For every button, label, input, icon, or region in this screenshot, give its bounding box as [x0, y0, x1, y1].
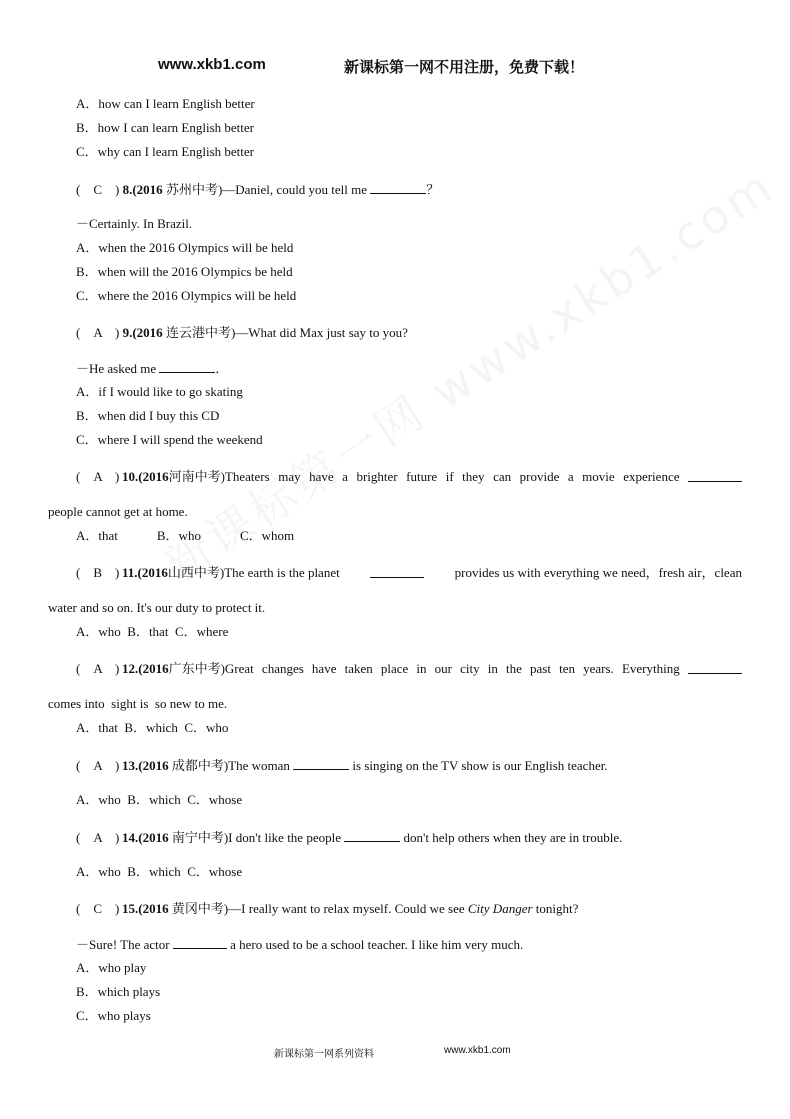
stem-word: place [380, 661, 409, 676]
footer-series-label: 新课标第一网系列资料 [274, 1049, 374, 1060]
stem-word: city [460, 661, 480, 676]
stem-word: our [434, 661, 453, 676]
answer-mark: ( A ) [76, 661, 120, 676]
reply-before-blank: －Sure! The actor [76, 937, 170, 952]
answer-mark: ( A ) [76, 758, 120, 773]
answer-mark: ( A ) [76, 469, 120, 484]
q12-continuation: comes into sight is so new to me. [48, 696, 228, 711]
stem-word: may [278, 469, 301, 484]
q8-reply: －Certainly. In Brazil. [76, 216, 193, 231]
stem-word: can [493, 469, 512, 484]
stem-before-title: 黄冈中考)—I really want to relax myself. Could we see [171, 901, 465, 916]
stem-word: in [487, 661, 498, 676]
answer-mark: ( C ) [76, 182, 120, 197]
answer-mark: ( C ) [76, 901, 120, 916]
question-11 [76, 565, 742, 581]
stem-word: in [416, 661, 427, 676]
q11-continuation: water and so on. It's our duty to protect it. [48, 600, 266, 615]
question-15 [76, 901, 578, 917]
stem-word: past [530, 661, 551, 676]
question-14 [76, 829, 622, 846]
q15-option-c: C．who plays [76, 1008, 151, 1023]
stem-before-blank: 山西中考)The earth is the planet [167, 565, 340, 580]
question-number: 14.(2016 [122, 830, 169, 845]
answer-blank [293, 757, 349, 770]
stem-word: have [309, 469, 334, 484]
question-end: ？ [426, 182, 440, 197]
stem-word: if [445, 469, 454, 484]
q7-option-b: B．how I can learn English better [76, 120, 254, 135]
q9-option-a: A．if I would like to go skating [76, 384, 243, 399]
stem-before-blank: 成都中考)The woman [171, 758, 290, 773]
stem-word: the [506, 661, 522, 676]
page-header [0, 56, 790, 80]
answer-blank [688, 469, 742, 482]
answer-blank [688, 661, 742, 674]
question-stem [168, 565, 742, 581]
q8-option-a: A．when the 2016 Olympics will be held [76, 240, 294, 255]
question-stem: 连云港中考)—What did Max just say to you? [165, 325, 408, 340]
stem-word: ten [559, 661, 575, 676]
question-number: 9.(2016 [122, 325, 163, 340]
question-number: 13.(2016 [122, 758, 169, 773]
question-number: 8.(2016 [122, 182, 163, 197]
footer-site-link[interactable]: www.xkb1.com [444, 1045, 511, 1056]
question-number: 10.(2016 [122, 469, 169, 484]
stem-word: 广东中考)Great [168, 661, 254, 676]
stem-word: Everything [621, 661, 680, 676]
answer-blank [344, 829, 400, 842]
question-number: 15.(2016 [122, 901, 169, 916]
q11-options: A．who B．that C．where [76, 624, 229, 639]
stem-word: a [567, 469, 574, 484]
answer-blank [159, 360, 215, 373]
q9-option-c: C．where I will spend the weekend [76, 432, 263, 447]
stem-word: brighter [356, 469, 398, 484]
q9-reply [76, 360, 228, 377]
question-number: 11.(2016 [122, 565, 168, 580]
stem-word: they [462, 469, 485, 484]
question-stem: 苏州中考)—Daniel, could you tell me [165, 182, 368, 197]
q8-option-b: B．when will the 2016 Olympics be held [76, 264, 293, 279]
q7-option-c: C．why can I learn English better [76, 144, 254, 159]
stem-word: have [311, 661, 337, 676]
stem-after-blank: is singing on the TV show is our English teacher. [352, 758, 608, 773]
stem-word: years. [583, 661, 614, 676]
q12-options: A．that B．which C．who [76, 720, 229, 735]
answer-blank [370, 565, 424, 578]
reply-text: －He asked me [76, 361, 157, 376]
question-stem [169, 661, 742, 677]
stem-word: movie [582, 469, 615, 484]
page-footer [0, 1045, 790, 1061]
question-12 [76, 661, 742, 677]
q15-reply [76, 936, 523, 953]
q8-option-c: C．where the 2016 Olympics will be held [76, 288, 297, 303]
question-8 [76, 181, 439, 198]
stem-word: experience [623, 469, 680, 484]
header-site-link[interactable]: www.xkb1.com [158, 56, 266, 73]
answer-blank [370, 181, 426, 194]
reply-end: ． [215, 361, 229, 376]
q15-option-b: B．which plays [76, 984, 161, 999]
answer-mark: ( A ) [76, 830, 120, 845]
stem-word: future [406, 469, 438, 484]
q15-option-a: A．who play [76, 960, 147, 975]
q10-continuation: people cannot get at home. [48, 504, 188, 519]
question-10 [76, 469, 742, 485]
q9-option-b: B．when did I buy this CD [76, 408, 220, 423]
reply-after-blank: a hero used to be a school teacher. I like him very much. [230, 937, 524, 952]
q13-options: A．who B．which C．whose [76, 792, 243, 807]
stem-after-blank: provides us with everything we need，fresh air，clean [454, 565, 742, 580]
stem-after-title: tonight? [535, 901, 579, 916]
stem-word: taken [344, 661, 373, 676]
stem-word: provide [519, 469, 560, 484]
stem-word: changes [261, 661, 304, 676]
stem-after-blank: don't help others when they are in trouble. [403, 830, 623, 845]
header-slogan: 新课标第一网不用注册，免费下载！ [344, 59, 585, 76]
stem-word: 河南中考)Theaters [168, 469, 270, 484]
q10-options: A．that B．who C．whom [76, 528, 295, 543]
stem-word: a [342, 469, 348, 484]
question-13 [76, 757, 608, 774]
question-9 [76, 325, 408, 341]
movie-title: City Danger [467, 901, 533, 916]
answer-mark: ( A ) [76, 325, 120, 340]
stem-before-blank: 南宁中考)I don't like the people [171, 830, 341, 845]
question-number: 12.(2016 [122, 661, 169, 676]
q7-option-a: A．how can I learn English better [76, 96, 255, 111]
answer-blank [173, 936, 227, 949]
q14-options: A．who B．which C．whose [76, 864, 243, 879]
question-stem [169, 469, 742, 485]
answer-mark: ( B ) [76, 565, 120, 580]
